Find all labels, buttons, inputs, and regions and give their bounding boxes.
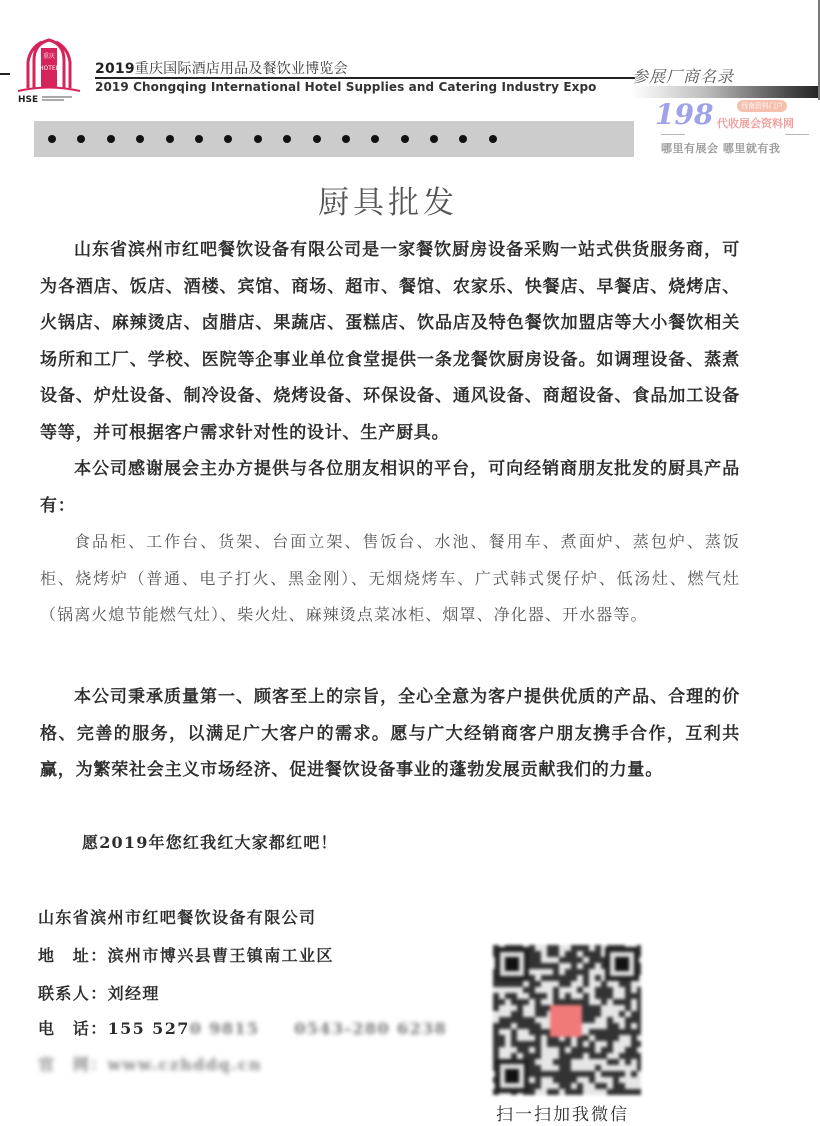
svg-text:重庆: 重庆: [42, 53, 56, 60]
banner-dot: [254, 135, 262, 143]
banner-dot: [489, 135, 497, 143]
expo-name-cn: 2019重庆国际酒店用品及餐饮业博览会: [95, 61, 348, 77]
svg-text:HSE: HSE: [18, 95, 39, 104]
contact-company: 山东省滨州市红吧餐饮设备有限公司: [38, 908, 317, 927]
dotted-banner: [34, 121, 634, 157]
contact-address: [38, 943, 334, 966]
banner-dot: [166, 135, 174, 143]
banner-dot: [371, 135, 379, 143]
person-label: 联系人：: [38, 984, 108, 1003]
banner-dot: [136, 135, 144, 143]
wechat-qr-code: [493, 945, 641, 1095]
banner-dot: [342, 135, 350, 143]
banner-dot: [313, 135, 321, 143]
banner-dot: [459, 135, 467, 143]
mission-paragraph: 本公司秉承质量第一、顾客至上的宗旨，全心全意为客户提供优质的产品、合理的价格、完善的服务，以满足广大客户的需求。愿与广大经销商客户朋友携手合作，互利共赢，为繁荣社会主义市场经济、促进餐饮设备事业的蓬勃发展贡献我们的力量。: [40, 687, 740, 780]
address-value: 滨州市博兴县曹王镇南工业区: [107, 946, 334, 965]
watermark-slogan: 哪里有展会 哪里就有我: [661, 142, 781, 155]
banner-dot: [195, 135, 203, 143]
phone-visible: 155 527: [107, 1019, 190, 1038]
svg-text:HOTEL: HOTEL: [38, 65, 60, 72]
watermark-tag: 西南资料门户: [737, 100, 787, 112]
phone-label: 电 话：: [38, 1019, 108, 1038]
contact-person: [38, 981, 160, 1004]
address-label: 地 址：: [38, 946, 108, 965]
banner-dot: [430, 135, 438, 143]
banner-dot: [224, 135, 232, 143]
watermark: [655, 98, 820, 160]
banner-dot: [48, 135, 56, 143]
qr-caption: 扫一扫加我微信: [496, 1105, 629, 1125]
slogan: 愿2019年您红我红大家都红吧！: [82, 833, 338, 852]
person-value: 刘经理: [107, 984, 160, 1003]
phone-blurred: 0 9815 0543-280 6238: [189, 1019, 448, 1038]
gradient-bar: [632, 86, 820, 98]
hotel-expo-logo: [14, 38, 84, 104]
products-intro-paragraph: 本公司感谢展会主办方提供与各位朋友相识的平台，可向经销商朋友批发的厨具产品有：: [40, 459, 740, 516]
contact-website: [38, 1052, 262, 1075]
watermark-site-name: 代收展会资料网: [717, 117, 794, 130]
web-value: www.czhddq.cn: [107, 1055, 263, 1074]
expo-name-en: 2019 Chongqing International Hotel Supplies and Catering Industry Expo: [95, 80, 597, 94]
products-list-paragraph: 食品柜、工作台、货架、台面立架、售饭台、水池、餐用车、煮面炉、蒸包炉、蒸饭柜、烧烤炉（普通、电子打火、黑金刚）、无烟烧烤车、广式韩式煲仔炉、低汤灶、燃气灶（锅离火熄节能燃气灶）、柴火灶、麻辣烫点菜冰柜、烟罩、净化器、开水器等。: [40, 532, 740, 624]
banner-dot: [401, 135, 409, 143]
intro-paragraph: 山东省滨州市红吧餐饮设备有限公司是一家餐饮厨房设备采购一站式供货服务商，可为各酒店、饭店、酒楼、宾馆、商场、超市、餐馆、农家乐、快餐店、早餐店、烧烤店、火锅店、麻辣烫店、卤腊店、果蔬店、蛋糕店、饮品店及特色餐饮加盟店等大小餐饮相关场所和工厂、学校、医院等企事业单位食堂提供一条龙餐饮厨房设备。如调理设备、蒸煮设备、炉灶设备、制冷设备、烧烤设备、环保设备、通风设备、商超设备、食品加工设备等等，并可根据客户需求针对性的设计、生产厨具。: [40, 240, 740, 443]
watermark-number: 198: [655, 98, 714, 131]
catalog-title: 参展厂商名录: [632, 67, 735, 86]
web-label: 官 网：: [38, 1055, 108, 1074]
watermark-line-left: [661, 134, 685, 135]
banner-dot: [107, 135, 115, 143]
watermark-line-right: [785, 134, 809, 135]
header-dash: [0, 73, 10, 75]
banner-dot: [283, 135, 291, 143]
banner-dot: [77, 135, 85, 143]
document-title: 厨具批发: [318, 185, 458, 221]
contact-phone: [38, 1016, 447, 1039]
header-rule: [95, 77, 635, 79]
